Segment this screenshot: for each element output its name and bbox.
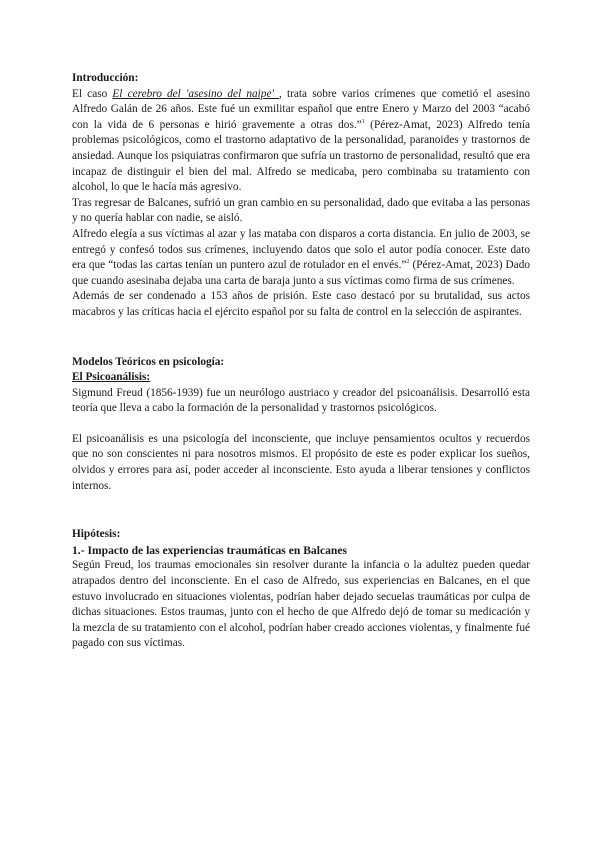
- case-description-text: , trata sobre varios crímenes que cometió el asesino Alfredo Galán de 26 años. Este fué un exmilitar español que entre Enero y Marzo del 2003 “acabó con la vida de 6 personas e hirió gravemente a otras dos.”: [72, 87, 531, 131]
- case-description-continued: (Pérez-Amat, 2023) Alfredo tenía problemas psicológicos, como el trastorno adaptativo de la personalidad, paranoides y trastornos de ansiedad. Aunque los psiquiatras confirmaron que sufría un trastorno de personalidad, resultó que era incapaz de distinguir el bien del mal. Alfredo se medicaba, pero combinaba su tratamiento con alcohol, lo que le hacía más agresivo.: [72, 118, 530, 194]
- psychoanalysis-subheading: El Psicoanálisis:: [72, 371, 151, 384]
- theoretical-models-section: [72, 355, 530, 495]
- footnote-ref-1[interactable]: 1: [361, 119, 365, 126]
- introduction-paragraph-1: [72, 87, 530, 196]
- section-spacer: [72, 494, 530, 527]
- confession-text: Alfredo elegía a sus víctimas al azar y las mataba con disparos a corta distancia. En julio de 2003, se entregó y confesó todos sus crímenes, incluyendo datos que solo el autor podía conocer. Este dato era que “todas las cartas tenían un puntero azul de rotulador en el envés.”: [72, 227, 530, 272]
- introduction-paragraph-3: [72, 227, 530, 289]
- models-paragraph-2: El psicoanálisis es una psicología del inconsciente, que incluye pensamientos ocultos y recuerdos que no son conscientes ni para nosotros mismos. El propósito de este es poder explicar los sueños, olvidos y errores para así, poder acceder al inconsciente. Esto ayuda a liberar tensiones y conflictos internos.: [72, 432, 530, 492]
- section-spacer: [72, 321, 530, 355]
- models-paragraph-1: Sigmund Freud (1856-1939) fue un neurólogo austriaco y creador del psicoanálisis. Desarrolló esta teoría que lleva a cabo la formación de la personalidad y trastornos psicológicos.: [72, 386, 530, 415]
- footnote-ref-2[interactable]: 2: [406, 259, 410, 266]
- case-title-link[interactable]: El cerebro del 'asesino del naipe': [112, 87, 280, 100]
- introduction-section: [72, 71, 530, 321]
- introduction-heading: Introducción:: [72, 72, 139, 84]
- models-heading: Modelos Teóricos en psicología:: [72, 355, 225, 368]
- case-prefix-text: El caso: [72, 87, 113, 100]
- hypothesis-paragraph-1: Según Freud, los traumas emocionales sin resolver durante la infancia o la adultez pueden quedar atrapados dentro del inconsciente. En el caso de Alfredo, sus experiencias en Balcanes, en el que estuvo involucrado en situaciones violentas, podrían haber dejado secuelas traumáticas por culpa de dichas situaciones. Estos traumas, junto con el hecho de que Alfredo dejó de tomar su medicación y la mezcla de su tratamiento con el alcohol, podrían haber creado acciones violentas, y finalmente fué pagado con sus víctimas.: [72, 559, 530, 650]
- introduction-paragraph-4: Además de ser condenado a 153 años de prisión. Este caso destacó por su brutalidad, sus actos macabros y las críticas hacia el ejército español por su falta de control en la selección de aspirantes.: [72, 290, 530, 318]
- hypothesis-heading: Hipótesis:: [72, 528, 121, 541]
- confession-text-continued: (Pérez-Amat, 2023) Dado que cuando asesinaba dejaba una carta de baraja junto a sus víctimas como firma de sus crímenes.: [72, 259, 530, 287]
- paragraph-spacer: [72, 417, 530, 432]
- introduction-paragraph-2: Tras regresar de Balcanes, sufrió un gran cambio en su personalidad, dado que evitaba a las personas y no quería hablar con nadie, se aisló.: [72, 196, 530, 225]
- hypothesis-subheading: 1.- Impacto de las experiencias traumáticas en Balcanes: [72, 543, 347, 557]
- hypothesis-section: [72, 527, 530, 652]
